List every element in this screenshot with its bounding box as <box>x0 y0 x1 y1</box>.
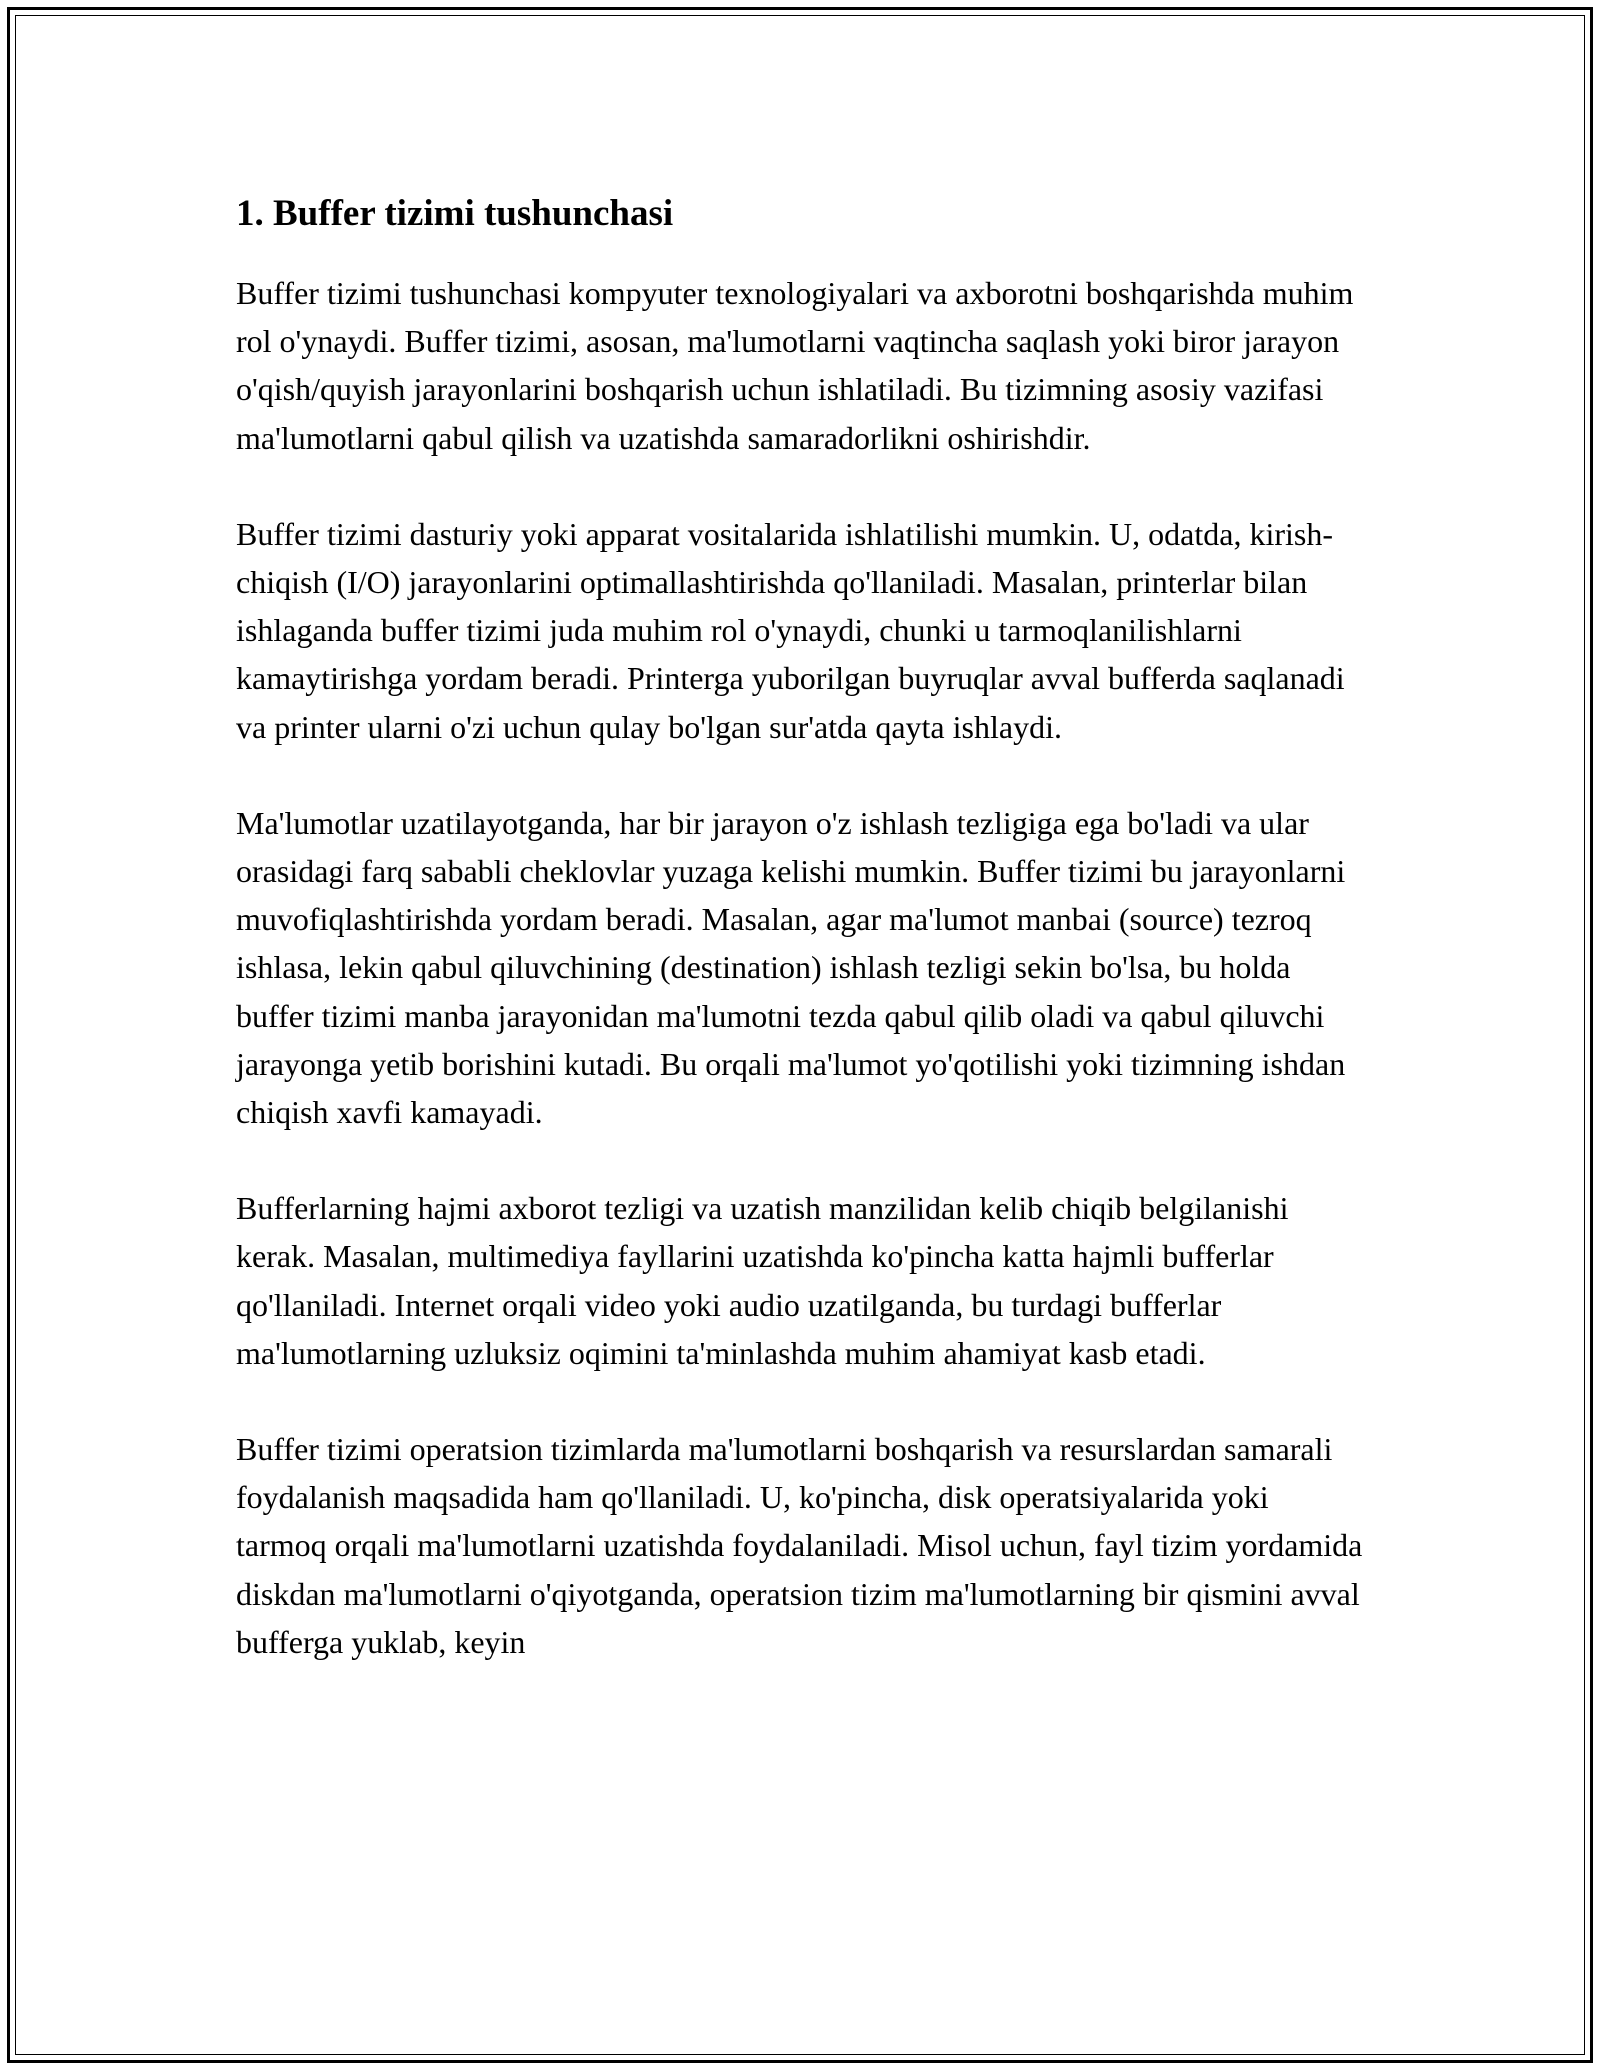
document-body <box>236 190 1366 1714</box>
paragraph-5: Buffer tizimi operatsion tizimlarda ma'lumotlarni boshqarish va resurslardan samarali foydalanish maqsadida ham qo'llaniladi. U, ko'pincha, disk operatsiyalarida yoki tarmoq orqali ma'lumotlarni uzatishda foydalaniladi. Misol uchun, fayl tizim yordamida diskdan ma'lumotlarni o'qiyotganda, operatsion tizim ma'lumotlarning bir qismini avval bufferga yuklab, keyin <box>236 1431 1363 1660</box>
paragraph-2: Buffer tizimi dasturiy yoki apparat vositalarida ishlatilishi mumkin. U, odatda, kirish-chiqish (I/O) jarayonlarini optimallashtirishda qo'llaniladi. Masalan, printerlar bilan ishlaganda buffer tizimi juda muhim rol o'ynaydi, chunki u tarmoqlanilishlarni kamaytirishga yordam beradi. Printerga yuborilgan buyruqlar avval bufferda saqlanadi va printer ularni o'zi uchun qulay bo'lgan sur'atda qayta ishlaydi. <box>236 515 1345 745</box>
paragraph-1: Buffer tizimi tushunchasi kompyuter texnologiyalari va axborotni boshqarishda muhim rol o'ynaydi. Buffer tizimi, asosan, ma'lumotlarni vaqtincha saqlash yoki biror jarayon o'qish/quyish jarayonlarini boshqarish uchun ishlatiladi. Bu tizimning asosiy vazifasi ma'lumotlarni qabul qilish va uzatishda samaradorlikni oshirishdir. <box>236 275 1354 456</box>
section-heading: 1. Buffer tizimi tushunchasi <box>236 193 674 234</box>
paragraph-4: Bufferlarning hajmi axborot tezligi va uzatish manzilidan kelib chiqib belgilanishi kerak. Masalan, multimediya fayllarini uzatishda ko'pincha katta hajmli bufferlar qo'llaniladi. Internet orqali video yoki audio uzatilganda, bu turdagi bufferlar ma'lumotlarning uzluksiz oqimini ta'minlashda muhim ahamiyat kasb etadi. <box>236 1190 1289 1371</box>
paragraph-3: Ma'lumotlar uzatilayotganda, har bir jarayon o'z ishlash tezligiga ega bo'ladi va ular orasidagi farq sababli cheklovlar yuzaga kelishi mumkin. Buffer tizimi bu jarayonlarni muvofiqlashtirishda yordam beradi. Masalan, agar ma'lumot manbai (source) tezroq ishlasa, lekin qabul qiluvchining (destination) ishlash tezligi sekin bo'lsa, bu holda buffer tizimi manba jarayonidan ma'lumotni tezda qabul qilib oladi va qabul qiluvchi jarayonga yetib borishini kutadi. Bu orqali ma'lumot yo'qotilishi yoki tizimning ishdan chiqish xavfi kamayadi. <box>236 804 1346 1131</box>
